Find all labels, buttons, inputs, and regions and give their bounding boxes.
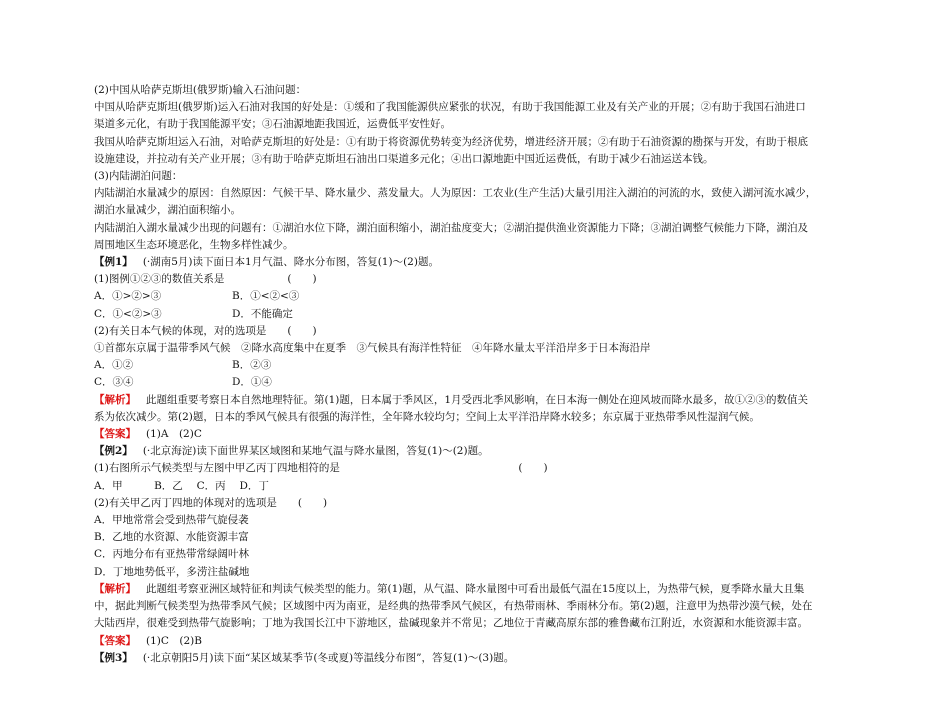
document-page [94, 82, 854, 667]
paragraph-line: 内陆湖泊入湖水量减少出现的问题有：①湖泊水位下降，湖泊面积缩小，湖泊盐度变大；②湖泊提供渔业资源能力下降；③湖泊调整气候能力下降，湖泊及 [94, 221, 808, 234]
question-2: (2)有关日本气候的体现，对的选项是 ( ) [94, 324, 317, 337]
option-d: D．不能确定 [232, 307, 293, 320]
analysis-line: 中，据此判断气候类型为热带季风气候；区域图中丙为南亚，是经典的热带季风气候区，有热带雨林、季雨林分布。第(2)题，注意甲为热带沙漠气候，处在 [94, 600, 813, 613]
option-a: A．①>②>③ [94, 290, 162, 303]
option-row [94, 357, 854, 374]
analysis-text: 此题组考察亚洲区域特征和判读气候类型的能力。第(1)题，从气温、降水量图中可看出最低气温在15度以上，为热带气候，夏季降水量大且集 [146, 582, 805, 595]
analysis-line: 系为依次减少。第(2)题，日本的季风气候具有很强的海洋性，全年降水较均匀；空间上太平洋沿岸降水较多；东京属于亚热带季风性湿润气候。 [94, 410, 760, 423]
example-prompt: (·北京朝阳5月)读下面“某区域某季节(冬或夏)等温线分布图”，答复(1)～(3)题。 [142, 651, 515, 664]
example-prompt: (·北京海淀)读下面世界某区域图和某地气温与降水量图，答复(1)～(2)题。 [142, 445, 489, 458]
paragraph-line: 渠道多元化，有助于我国能源平安；③石油源地距我国近，运费低平安性好。 [94, 118, 451, 131]
paragraph-line: 周围地区生态环境恶化，生物多样性减少。 [94, 238, 294, 251]
option-c: C．丙地分布有亚热带常绿阔叶林 [94, 548, 250, 561]
analysis-tag: 【解析】 [94, 393, 136, 406]
option-c: C．③④ [94, 376, 134, 389]
option-a: A．①② [94, 359, 134, 372]
option-row [94, 306, 854, 323]
paragraph-line: 我国从哈萨克斯坦运入石油，对哈萨克斯坦的好处是：①有助于将资源优势转变为经济优势，增进经济开展；②有助于石油资源的勘探与开发，有助于根底 [94, 135, 808, 148]
question-statements: ①首都东京属于温带季风气候 ②降水高度集中在夏季 ③气候具有海洋性特征 ④年降水量太平洋沿岸多于日本海沿岸 [94, 342, 651, 355]
answer-text: (1)A (2)C [146, 428, 202, 441]
answer-tag: 【答案】 [94, 634, 136, 647]
example-2-header [94, 443, 854, 460]
question-1: (1)图例①②③的数值关系是 ( ) [94, 273, 317, 286]
paragraph-line: 设施建设，并拉动有关产业开展；③有助于哈萨克斯坦石油出口渠道多元化；④出口源地距中国近运费低，有助于减少石油运送本钱。 [94, 152, 714, 165]
answer-tag: 【答案】 [94, 428, 136, 441]
example-tag: 【例3】 [94, 651, 133, 664]
analysis-line [94, 392, 854, 409]
option-d: D．丁地地势低平，多涝注盐碱地 [94, 565, 250, 578]
answer-text: (1)C (2)B [146, 634, 202, 647]
analysis-text: 此题组重要考察日本自然地理特征。第(1)题，日本属于季风区，1月受西北季风影响，在日本海一侧处在迎风坡而降水最多，故①②③的数值关 [146, 393, 809, 406]
question-1: (1)右图所示气候类型与左图中甲乙丙丁四地相符的是 ( ) [94, 462, 548, 475]
example-tag: 【例1】 [94, 256, 133, 269]
analysis-tag: 【解析】 [94, 582, 136, 595]
answer-line [94, 633, 854, 650]
option-row [94, 374, 854, 391]
option-c: C．①<②>③ [94, 307, 162, 320]
question-2: (2)有关甲乙丙丁四地的体现对的选项是 ( ) [94, 496, 328, 509]
option-b: B．②③ [232, 359, 272, 372]
paragraph-line: 中国从哈萨克斯坦(俄罗斯)运入石油对我国的好处是：①缓和了我国能源供应紧张的状况，有助于我国能源工业及有关产业的开展；②有助于我国石油进口 [94, 101, 806, 114]
section-heading: (3)内陆湖泊问题： [94, 170, 183, 183]
option-b: B．①<②<③ [232, 290, 300, 303]
paragraph-line: 内陆湖泊水量减少的原因：自然原因：气候干旱、降水量少、蒸发量大。人为原因：工农业(生产生活)大量引用注入湖泊的河流的水，致使入湖河流水减少， [94, 187, 817, 200]
option-row [94, 288, 854, 305]
paragraph-line: 湖泊水量减少，湖泊面积缩小。 [94, 204, 241, 217]
option-b: B．乙地的水资源、水能资源丰富 [94, 531, 249, 544]
answer-line [94, 426, 854, 443]
example-prompt: (·湖南5月)读下面日本1月气温、降水分布图，答复(1)～(2)题。 [142, 256, 439, 269]
option-d: D．①④ [232, 376, 272, 389]
example-3-header [94, 650, 854, 667]
option-a: A．甲地常常会受到热带气旋侵袭 [94, 514, 249, 527]
analysis-line [94, 581, 854, 598]
analysis-line: 大陆西岸，很难受到热带气旋影响；丁地为我国长江中下游地区，盐碱现象并不常见；乙地位于青藏高原东部的雅鲁藏布江附近，水资源和水能资源丰富。 [94, 617, 808, 630]
example-tag: 【例2】 [94, 445, 133, 458]
section-heading: (2)中国从哈萨克斯坦(俄罗斯)输入石油问题： [94, 84, 307, 96]
options-inline: A．甲 B．乙 C．丙 D．丁 [94, 479, 269, 492]
example-1-header [94, 254, 854, 271]
